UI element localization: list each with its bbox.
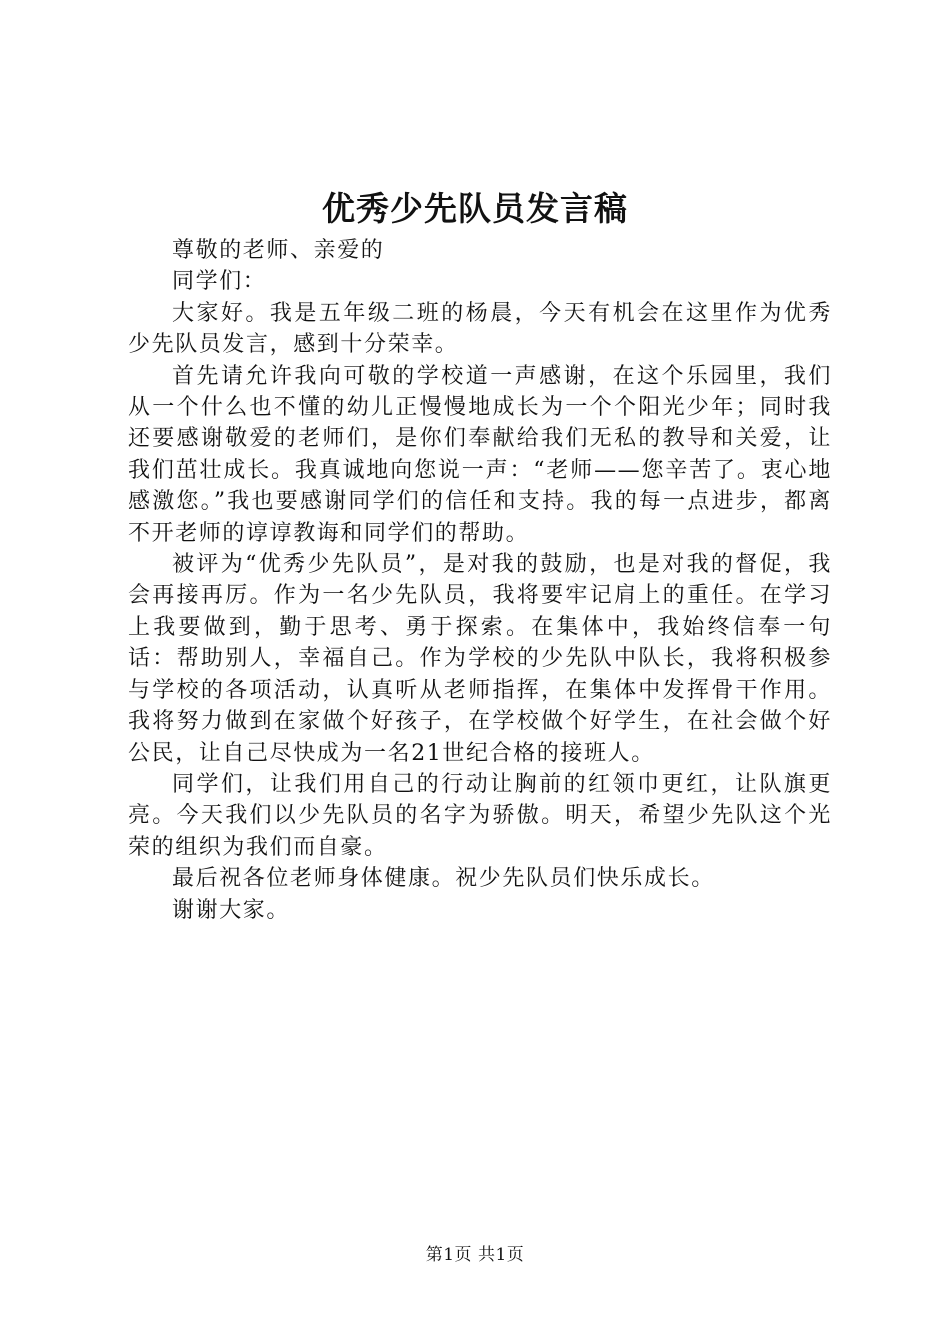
paragraph-introduction: 大家好。我是五年级二班的杨晨，今天有机会在这里作为优秀少先队员发言，感到十分荣幸。	[128, 300, 832, 358]
greeting-line-2: 同学们：	[172, 269, 267, 295]
paragraph-call-to-action: 同学们，让我们用自己的行动让胸前的红领巾更红，让队旗更亮。今天我们以少先队员的名字为骄傲。明天，希望少先队这个光荣的组织为我们而自豪。	[128, 771, 832, 860]
paragraph-wishes: 最后祝各位老师身体健康。祝少先队员们快乐成长。	[172, 866, 715, 892]
paragraph-thanks: 首先请允许我向可敬的学校道一声感谢，在这个乐园里，我们从一个什么也不懂的幼儿正慢慢地成长为一个个阳光少年；同时我还要感谢敬爱的老师们，是你们奉献给我们无私的教导和关爱，让我们茁壮成长。我真诚地向您说一声：“老师——您辛苦了。衷心地感激您。”我也要感谢同学们的信任和支持。我的每一点进步，都离不开老师的谆谆教诲和同学们的帮助。	[128, 363, 832, 546]
paragraph-closing: 谢谢大家。	[172, 897, 291, 923]
greeting-line-1: 尊敬的老师、亲爱的	[172, 238, 385, 263]
page-number-footer: 第1页 共1页	[425, 1245, 525, 1265]
document-title: 优秀少先队员发言稿	[322, 189, 628, 228]
paragraph-commitment: 被评为“优秀少先队员”，是对我的鼓励，也是对我的督促，我会再接再厉。作为一名少先队员，我将要牢记肩上的重任。在学习上我要做到，勤于思考、勇于探索。在集体中，我始终信奉一句话：帮助别人，幸福自己。作为学校的少先队中队长，我将积极参与学校的各项活动，认真听从老师指挥，在集体中发挥骨干作用。我将努力做到在家做个好孩子，在学校做个好学生，在社会做个好公民，让自己尽快成为一名21世纪合格的接班人。	[128, 552, 832, 766]
document-body	[128, 235, 832, 926]
